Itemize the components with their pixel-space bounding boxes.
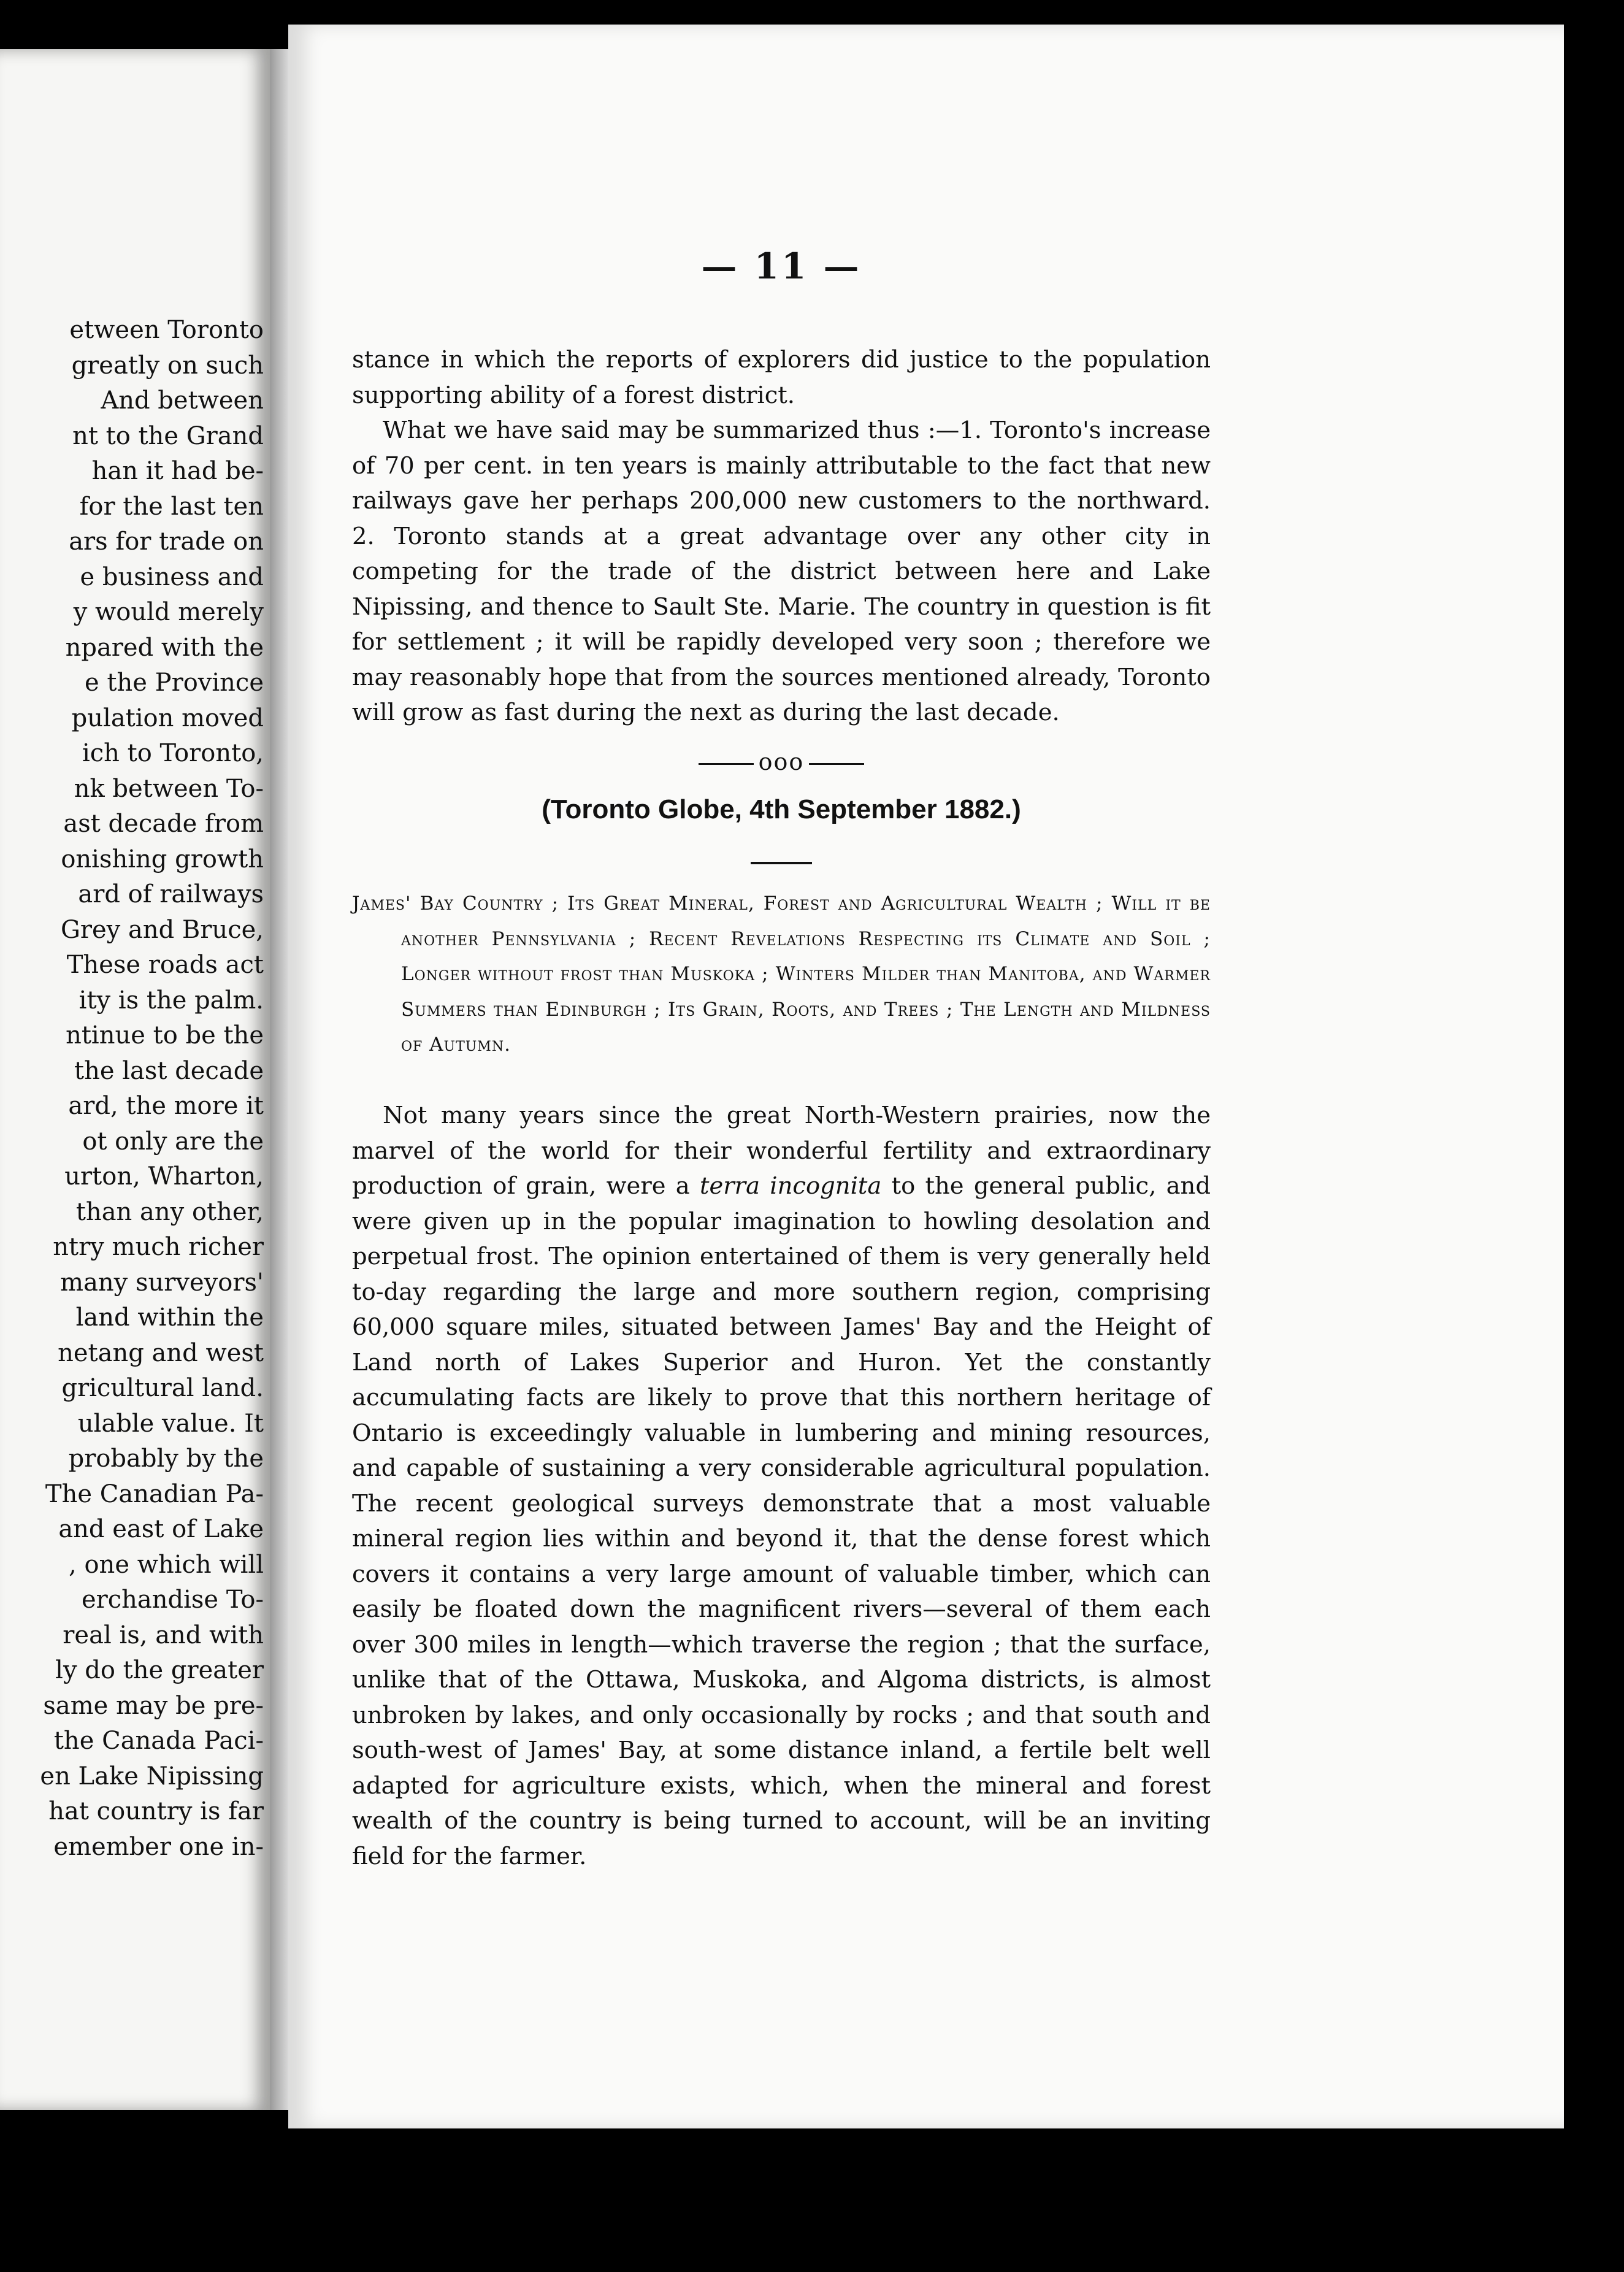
left-page-line: land within the [75,1303,264,1332]
para3-italic: terra incognita [700,1172,882,1200]
left-page-line: for the last ten [79,492,264,521]
section-separator [352,748,1211,775]
left-page-line: same may be pre- [43,1691,264,1720]
left-page-line: emember one in- [53,1832,264,1861]
left-page-line: nk between To- [74,774,264,803]
right-page [288,25,1564,2128]
left-page-line: e business and [80,562,264,591]
left-page-line: These roads act [66,951,264,979]
left-page-line: ich to Toronto, [82,739,264,767]
left-page-line: ntinue to be the [66,1021,264,1050]
left-page-line: the Canada Paci- [53,1727,264,1755]
left-page-line: hat country is far [48,1797,264,1825]
left-page-line: ot only are the [82,1127,264,1156]
left-page-line: gricultural land. [61,1374,264,1402]
para3-text-start: Not many years since the great North-Western prairies, now the marvel of the world for their wonderful fertility and extraordinary production of grain, were a [352,1102,1211,1200]
left-page-line: than any other, [75,1197,264,1226]
book-gutter [270,49,288,2110]
para3-text-end: to the general public, and were given up in the popular imagination to howling desolation and perpetual frost. The opinion entertained of them is very generally held to-day regarding the large and more southern region, comprising 60,000 square miles, situated between James' Bay and the Height of Land north of Lakes Superior and Huron. Yet the constantly accumulating facts are likely to prove that this northern heritage of Ontario is exceedingly valuable in lumbering and mining resources, and capable of sustaining a very considerable agricultural population. The recent geological surveys demonstrate that a most valuable mineral region lies within and beyond it, that the dense forest which covers it contains a very large amount of valuable timber, which can easily be floated down the magnificent rivers—several of them each over 300 miles in length—which traverse the region ; that the surface, unlike that of the Ottawa, Muskoka, and Algoma districts, is almost unbroken by lakes, and only occasionally by rocks ; and that south and south-west of James' Bay, at some distance inland, a fertile belt well adapted for agriculture exists, which, when the mineral and forest wealth of the country is being turned to account, will be an inviting field for the farmer. [352,1172,1211,1870]
left-page-line: ars for trade on [69,528,264,556]
paragraph-continuation: stance in which the reports of explorers did justice to the population supporting ability of a forest district. [352,346,1211,409]
left-page-line: erchandise To- [81,1586,264,1614]
left-page-line: ulable value. It [77,1409,264,1438]
left-page-line: real is, and with [63,1621,264,1649]
left-page-line: en Lake Nipissing [40,1762,264,1790]
heading-rule [751,862,812,864]
left-page-line: greatly on such [71,351,264,380]
left-page-line: ly do the greater [55,1656,264,1684]
left-page-line: ard of railways [78,880,264,908]
left-page-line: etween Toronto [69,316,264,344]
left-page-line: many surveyors' [60,1268,264,1297]
left-page-line: npared with the [65,633,264,662]
left-page-line: nt to the Grand [72,421,264,450]
left-page-line: netang and west [58,1338,264,1367]
left-page-line: , one which will [69,1550,264,1579]
left-page-line: Grey and Bruce, [60,915,264,944]
article-heading: (Toronto Globe, 4th September 1882.) [542,794,1021,824]
separator-text: ooo [758,748,805,775]
page-number: — 11 — [701,245,862,287]
left-page-line: ity is the palm. [79,986,264,1015]
left-page-text [0,313,264,1865]
left-page-line: and east of Lake [58,1515,264,1543]
left-page-line: And between [101,386,264,415]
paragraph-james-bay [352,1098,1211,1874]
left-page-line: y would merely [73,598,264,626]
left-page-line: e the Province [85,669,264,697]
left-page-line: pulation moved [71,704,264,732]
paragraph-summary: What we have said may be summarized thus :—1. Toronto's increase of 70 per cent. in ten years is mainly attributable to the fact that new railways gave her perhaps 200,000 new customers to the northward. 2. Toronto stands at a great advantage over any other city in competing for the trade of the district between here and Lake Nipissing, and thence to Sault Ste. Marie. The country in question is fit for settlement ; it will be rapidly developed very soon ; therefore we may reasonably hope that from the sources mentioned already, Toronto will grow as fast during the next as during the last decade. [352,416,1211,726]
left-page-line: onishing growth [61,845,264,873]
left-page [0,49,270,2110]
left-page-line: probably by the [68,1445,264,1473]
left-page-line: han it had be- [91,457,264,485]
left-page-line: the last decade [74,1056,264,1085]
article-subhead: James' Bay Country ; Its Great Mineral, Forest and Agricultural Wealth ; Will it be another Pennsylvania ; Recent Revelations Respecting its Climate and Soil ; Longer without frost than Muskoka ; Winters Milder than Manitoba, and Warmer Summers than Edinburgh ; Its Grain, Roots, and Trees ; The Length and Mildness of Autumn. [352,892,1211,1056]
left-page-line: ntry much richer [53,1233,264,1261]
left-page-line: urton, Wharton, [64,1162,264,1191]
left-page-line: ard, the more it [68,1092,264,1120]
left-page-line: ast decade from [63,810,264,838]
left-page-line: The Canadian Pa- [45,1479,264,1508]
